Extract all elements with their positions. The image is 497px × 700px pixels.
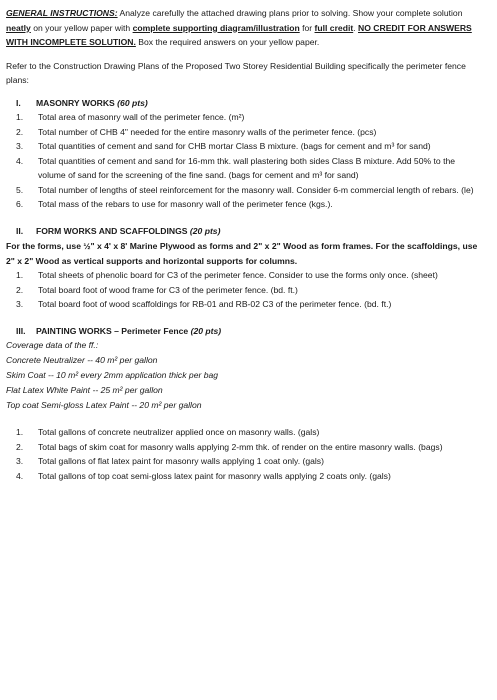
no-credit-emphasis: NO CREDIT FOR ANSWERS WITH INCOMPLETE SOLUTION. <box>6 22 472 47</box>
coverage-line: Flat Latex White Paint -- 25 m² per gallon <box>6 385 163 395</box>
general-instructions: GENERAL INSTRUCTIONS: Analyze carefully the attached drawing plans prior to solving. Show your complete solution neatly on your yellow paper with complete supporting diagram/illustration for full credit. NO CREDIT FOR ANSWERS WITH INCOMPLETE SOLUTION. Box the required answers on your yellow paper. <box>6 8 472 47</box>
section-heading-formworks: II. FORM WORKS AND SCAFFOLDINGS (20 pts) <box>16 225 221 236</box>
list-item: 3. Total quantities of cement and sand for CHB mortar Class B mixture. (bags for cement and m³ for sand) <box>16 141 431 151</box>
full-credit-emphasis: full credit <box>314 22 354 33</box>
coverage-data <box>6 338 483 413</box>
list-item: 3. Total gallons of flat latex paint for masonry walls applying 1 coat only. (gals) <box>16 456 324 466</box>
list-item: 4. Total quantities of cement and sand for 16-mm thk. wall plastering both sides Class B mixture. Add 50% to the volume of sand for the screening of the fine sand. (bags for cement and m³ for sand) <box>16 155 456 180</box>
coverage-line: Skim Coat -- 10 m² every 2mm application thick per bag <box>6 370 219 380</box>
list-item: 2. Total bags of skim coat for masonry walls applying 2-mm thk. of render on the entire masonry walls. (bags) <box>16 441 443 452</box>
neatly-emphasis: neatly <box>6 22 31 33</box>
list-item: 5. Total number of lengths of steel reinforcement for the masonry wall. Consider 6-m commercial length of rebars. (le) <box>16 184 474 195</box>
coverage-line: Concrete Neutralizer -- 40 m² per gallon <box>6 355 158 365</box>
list-item: 1. Total gallons of concrete neutralizer applied once on masonry walls. (gals) <box>16 427 320 437</box>
reference-paragraph: Refer to the Construction Drawing Plans of the Proposed Two Storey Residential Building specifically the perimeter fence plans: <box>6 60 466 85</box>
complete-supporting-emphasis: complete supporting diagram/illustration <box>132 22 300 33</box>
formworks-questions <box>6 268 483 312</box>
list-item: 6. Total mass of the rebars to use for masonry wall of the perimeter fence (kgs.). <box>16 199 333 209</box>
coverage-line: Coverage data of the ff.: <box>6 340 99 350</box>
list-item: 2. Total number of CHB 4" needed for the entire masonry walls of the perimeter fence. (pcs) <box>16 126 377 137</box>
list-item: 3. Total board foot of wood scaffoldings for RB-01 and RB-02 C3 of the perimeter fence. (bd. ft.) <box>16 299 392 309</box>
painting-questions <box>6 425 483 483</box>
masonry-questions <box>6 110 483 212</box>
section-heading-masonry: I. MASONRY WORKS (60 pts) <box>16 97 148 108</box>
list-item: 1. Total area of masonry wall of the perimeter fence. (m²) <box>16 112 245 122</box>
instructions-label: GENERAL INSTRUCTIONS: <box>6 8 118 18</box>
list-item: 2. Total board foot of wood frame for C3 of the perimeter fence. (bd. ft.) <box>16 284 298 295</box>
list-item: 1. Total sheets of phenolic board for C3 of the perimeter fence. Consider to use the forms only once. (sheet) <box>16 270 438 280</box>
formworks-note: For the forms, use ½" x 4' x 8' Marine Plywood as forms and 2" x 2" Wood as form frames. For the scaffoldings, use 2" x 2" Wood as vertical supports and horizontal supports for columns. <box>6 241 478 266</box>
coverage-line: Top coat Semi-gloss Latex Paint -- 20 m² per gallon <box>6 400 202 410</box>
section-heading-painting: III. PAINTING WORKS – Perimeter Fence (20 pts) <box>16 325 222 336</box>
list-item: 4. Total gallons of top coat semi-gloss latex paint for masonry walls applying 2 coats only. (gals) <box>16 470 391 481</box>
